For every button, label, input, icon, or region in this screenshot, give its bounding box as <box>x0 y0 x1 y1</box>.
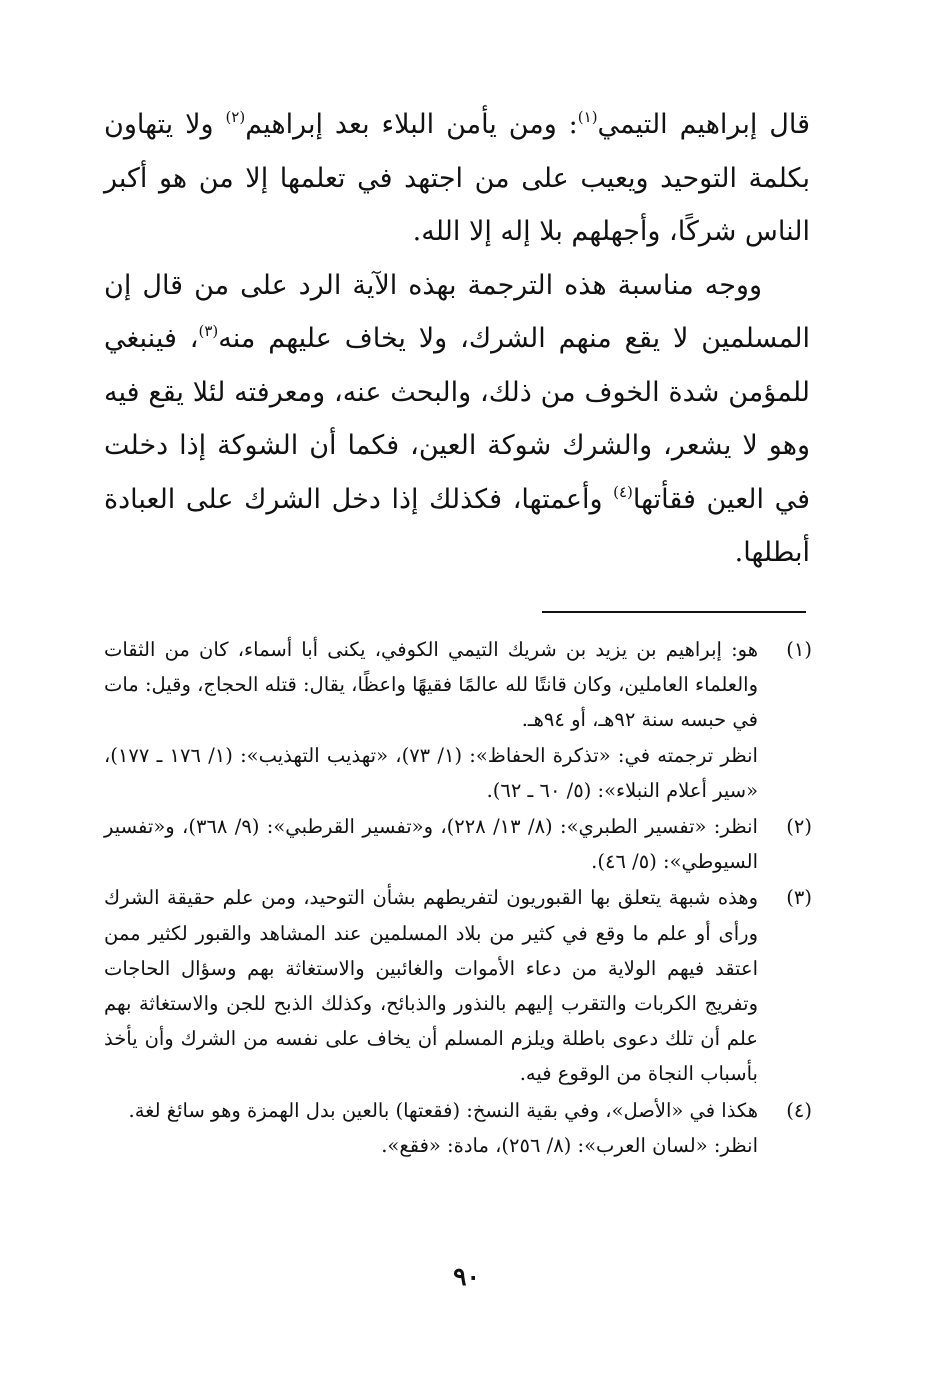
footnote-number: (٣) <box>786 886 812 910</box>
footnote-2 <box>104 809 812 879</box>
footnote-1 <box>104 632 812 808</box>
footnote-ref-4: (٤) <box>613 482 633 501</box>
paragraph-1-part-1: قال إبراهيم التيمي <box>597 109 810 140</box>
footnote-text: انظر: «تفسير الطبري»: (٨/ ١٣/ ٢٢٨)، و«تفسير القرطبي»: (٩/ ٣٦٨)، و«تفسير السيوطي»: (٥/ ٤٦). <box>104 815 758 874</box>
footnote-text: انظر ترجمته في: «تذكرة الحفاظ»: (١/ ٧٣)، «تهذيب التهذيب»: (١/ ١٧٦ ـ ١٧٧)، «سير أعلام النبلاء»: (٥/ ٦٠ ـ ٦٢). <box>104 743 758 802</box>
paragraph-1 <box>104 98 810 259</box>
footnote-number: (٤) <box>786 1098 812 1122</box>
footnote-separator <box>542 611 806 613</box>
paragraph-1-part-2: : ومن يأمن البلاء بعد إبراهيم <box>245 109 578 140</box>
page-number: ٩٠ <box>453 1262 480 1291</box>
footnote-ref-2: (٢) <box>225 108 246 126</box>
paragraph-2-part-1: ووجه مناسبة هذه الترجمة بهذه الآية الرد على من قال إن المسلمين لا يقع منهم الشرك، ولا يخاف عليهم منه <box>104 269 810 354</box>
footnote-3 <box>104 880 812 1091</box>
footnote-ref-1: (١) <box>577 108 598 126</box>
footnote-4 <box>104 1093 812 1163</box>
footnote-number: (١) <box>786 638 812 661</box>
paragraph-2-part-3: وأعمتها، فكذلك إذا دخل الشرك على العبادة أبطلها. <box>104 483 810 568</box>
paragraph-2 <box>104 259 810 580</box>
footnote-text: هو: إبراهيم بن يزيد بن شريك التيمي الكوفي، يكنى أبا أسماء، كان من الثقات والعلماء العاملين، وكان قانتًا لله عالمًا فقيهًا واعظًا، يقال: قتله الحجاج، وقيل: مات في حبسه سنة ٩٢هـ، أو ٩٤هـ. <box>104 638 758 732</box>
footnote-text: هكذا في «الأصل»، وفي بقية النسخ: (فقعتها) بالعين بدل الهمزة وهو سائغ لغة. <box>128 1098 758 1122</box>
footnote-number: (٢) <box>786 815 812 839</box>
footnote-ref-3: (٣) <box>198 322 219 340</box>
main-text <box>104 98 810 580</box>
footnotes <box>104 632 812 1164</box>
paragraph-1-part-3: ولا يتهاون بكلمة التوحيد ويعيب على من اجتهد في تعلمها إلا من هو أكبر الناس شركًا، وأجهلهم بلا إله إلا الله. <box>104 109 810 247</box>
footnote-text: انظر: «لسان العرب»: (٨/ ٢٥٦)، مادة: «فقع». <box>381 1133 758 1157</box>
paragraph-2-part-2: ، فينبغي للمؤمن شدة الخوف من ذلك، والبحث عنه، ومعرفته لئلا يقع فيه وهو لا يشعر، والشرك شوكة العين، فكما أن الشوكة إذا دخلت في العين فقأتها <box>104 323 810 515</box>
footnote-text: وهذه شبهة يتعلق بها القبوريون لتفريطهم بشأن التوحيد، ومن علم حقيقة الشرك ورأى أو علم ما وقع في كثير من بلاد المسلمين عند المشاهد والقبور لكثير ممن اعتقد فيهم الولاية من دعاء الأموات والغائبين والاستغاثة بهم وسؤال الحاجات وتفريج الكربات والتقرب إليهم بالنذور والذبائح، وكذلك الذبح للجن والاستغاثة بهم علم أن تلك دعوى باطلة ويلزم المسلم أن يخاف على نفسه من الشرك وأن يأخذ بأسباب النجاة من الوقوع فيه. <box>104 886 758 1086</box>
